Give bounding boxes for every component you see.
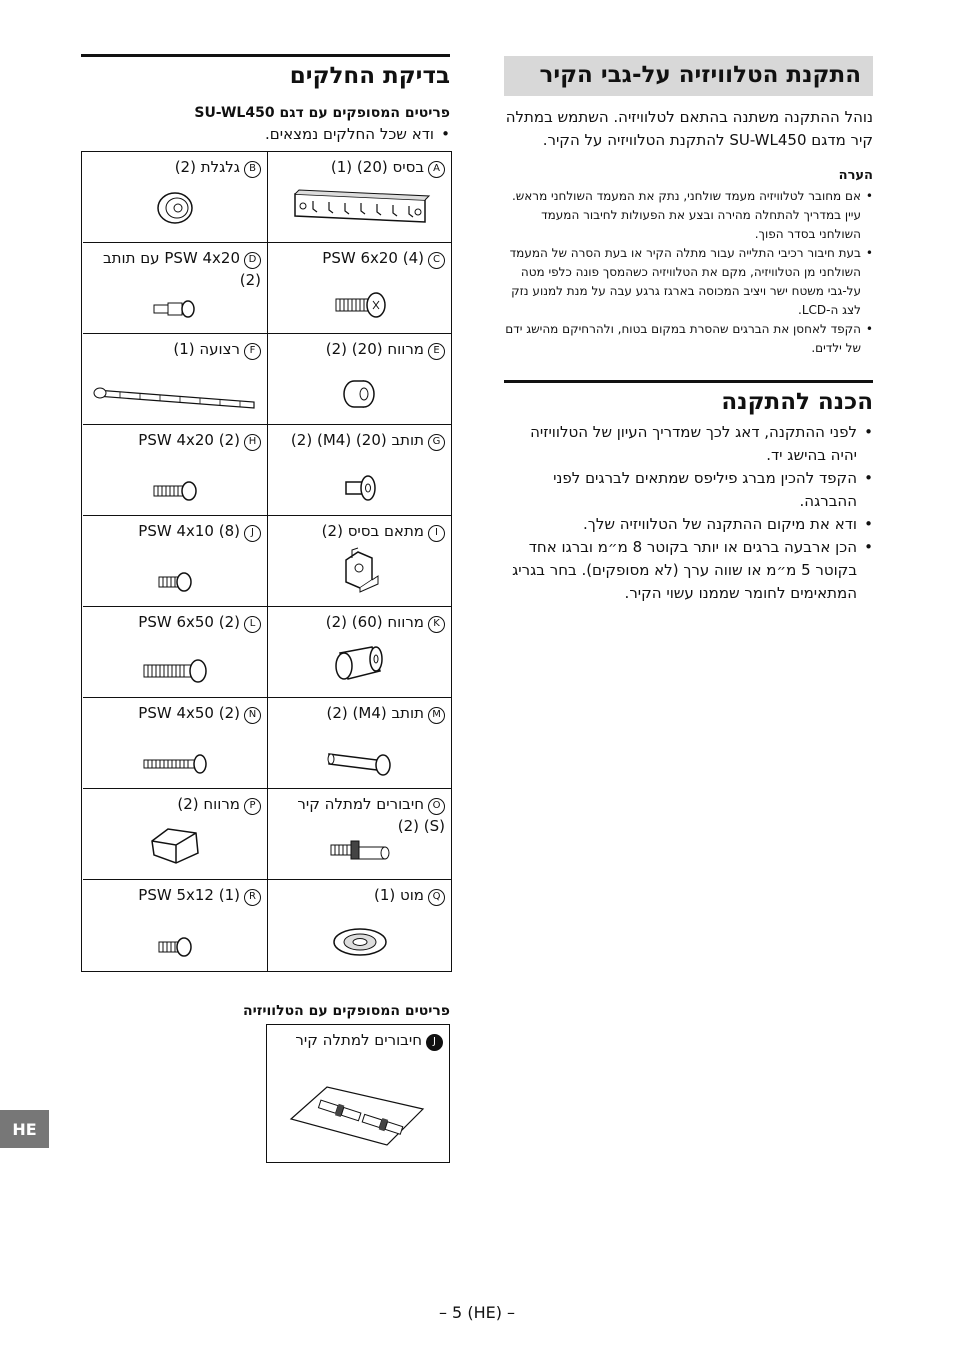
- check-title: בדיקת החלקים: [289, 63, 450, 89]
- part-letter: O: [428, 798, 445, 815]
- supplied-label: פריטים המסופקים עם דגם SU-WL450: [194, 105, 450, 121]
- long-screw-icon: [140, 657, 210, 685]
- long-spacer-icon: [330, 641, 390, 685]
- part-label: מוט (1): [373, 886, 424, 904]
- parts-table: [81, 151, 452, 972]
- prep-item: • ודא את מיקום ההתקנה של הטלוויזיה שלך.: [504, 513, 873, 536]
- part-label: מרווח (20) (2): [325, 340, 424, 358]
- prep-title: הכנה להתקנה: [721, 389, 873, 415]
- strap-icon: [90, 382, 260, 412]
- base-bracket-icon: [285, 186, 435, 230]
- part-cell: [83, 516, 267, 607]
- part-cell: [83, 880, 267, 971]
- part-letter: E: [428, 343, 445, 360]
- mount-connector-icon: [325, 837, 395, 867]
- notes-list: [504, 187, 873, 358]
- note-item: • אם מחובר לטלוויזיה מעמד שולחני, נתק את המעמד השולחני מראש. עיין במדריך להתחלה מהירה ובצע את הפעולות לחיבור המעמד השולחני בסדר הפוך.: [504, 187, 873, 244]
- part-letter: L: [244, 616, 261, 633]
- part-letter: B: [244, 161, 261, 178]
- part-label: בסיס (20) (1): [330, 158, 424, 176]
- part-cell: [83, 789, 267, 880]
- washer-icon: [330, 925, 390, 959]
- install-title: התקנת הטלוויזיה על-גבי הקיר: [504, 56, 873, 96]
- divider: [504, 380, 873, 383]
- part-label: PSW 4x20 עם תותב (2): [102, 249, 261, 289]
- short-screw-icon: [155, 570, 195, 594]
- part-cell: [83, 152, 267, 243]
- part-label: תותב (M4) (2): [326, 704, 424, 722]
- part-label: מתאם בסיס (2): [321, 522, 424, 540]
- block-spacer-icon: [148, 823, 202, 867]
- note-item: • הקפד לאחסן את הברגים שהסרת במקום בטוח, ולהרחיקם מהישג ידם של ילדים.: [504, 320, 873, 358]
- tv-part-cell: [266, 1024, 450, 1163]
- check-section: [81, 54, 450, 145]
- part-cell: [267, 789, 451, 880]
- part-label: חיבורים למתלה קיר: [295, 1031, 422, 1049]
- part-cell: [267, 243, 451, 334]
- page-number: – 5 (HE) –: [438, 1303, 516, 1322]
- note-item: • בעת חיבור רכיבי התלייה עבור מתלה הקיר או בעת הסרה של המעמד השולחני מן הטלוויזיה, מקם את הטלוויזיה כשהמסך פונה כלפי מטה על-גבי משטח ישר ויציב המכוסה בארגז גרגע עבה על מנת למנוע נזק לצג ה-LCD.: [504, 244, 873, 320]
- part-cell: [267, 152, 451, 243]
- part-letter: N: [244, 707, 261, 724]
- prep-item: • הכן ארבעה ברגים או יותר בקוטר 8 מ״מ וברגו אחד בקוטר 5 מ״מ או שווה ערך (לא מסופקים). בחר בגריג המתאימים לחומר שממנו עשוי הקיר.: [504, 536, 873, 605]
- part-letter: D: [244, 252, 261, 269]
- part-letter: I: [428, 525, 445, 542]
- prep-list: [504, 421, 873, 605]
- part-letter: J: [244, 525, 261, 542]
- part-label: PSW 4x20 (2): [138, 431, 240, 449]
- prep-item: • הקפד להכין מברג פיליפס שמתאים לברגים לפני ההברגה.: [504, 467, 873, 513]
- part-letter: A: [428, 161, 445, 178]
- part-cell: [267, 334, 451, 425]
- part-letter: R: [244, 889, 261, 906]
- part-letter: H: [244, 434, 261, 451]
- part-cell: [83, 698, 267, 789]
- part-letter: M: [428, 707, 445, 724]
- install-intro: נוהל ההתקנה משתנה בהתאם לטלוויזיה. השתמש במתלה קיר מדגם SU-WL450 להתקנת הטלוויזיה על הקיר.: [505, 108, 873, 149]
- part-label: חיבורים למתלה קיר (S) (2): [297, 795, 445, 835]
- part-label: PSW 6x20 (4): [322, 249, 424, 267]
- bagged-connectors-icon: [287, 1079, 427, 1151]
- part-label: גלגלת (2): [174, 158, 240, 176]
- long-sleeve-icon: [325, 746, 395, 776]
- part-cell: [267, 607, 451, 698]
- part-letter: J: [426, 1034, 443, 1051]
- prep-item: • לפני ההתקנה, דאג לכך שמדריך העיון של הטלוויזיה יהיה בהישג יד.: [504, 421, 873, 467]
- tv-supplied-label: פריטים המסופקים עם הטלוויזיה: [243, 1003, 450, 1019]
- part-letter: Q: [428, 889, 445, 906]
- screw-icon: [330, 289, 390, 321]
- language-tab: HE: [0, 1110, 49, 1148]
- part-cell: [83, 243, 267, 334]
- part-cell: [267, 880, 451, 971]
- part-label: רצועה (1): [173, 340, 240, 358]
- part-label: מרווח (60) (2): [325, 613, 424, 631]
- note-label: הערה: [838, 168, 873, 183]
- part-cell: [267, 425, 451, 516]
- part-cell: [83, 607, 267, 698]
- long-thin-screw-icon: [140, 752, 210, 776]
- spacer-icon: [342, 376, 378, 412]
- ensure-text: • ודא שכל החלקים נמצאים.: [81, 123, 450, 145]
- part-label: מרווח (2): [177, 795, 240, 813]
- part-cell: [267, 698, 451, 789]
- part-label: PSW 4x50 (2): [138, 704, 240, 722]
- part-label: PSW 4x10 (8): [138, 522, 240, 540]
- install-section: [504, 56, 873, 605]
- part-letter: C: [428, 252, 445, 269]
- screw-icon: [150, 479, 200, 503]
- screw-with-sleeve-icon: [150, 297, 200, 321]
- part-label: PSW 5x12 (1): [138, 886, 240, 904]
- base-adapter-icon: [338, 546, 382, 594]
- part-letter: P: [244, 798, 261, 815]
- part-cell: [83, 425, 267, 516]
- part-letter: G: [428, 434, 445, 451]
- pulley-icon: [153, 186, 197, 230]
- short-screw-icon: [155, 935, 195, 959]
- part-label: PSW 6x50 (2): [138, 613, 240, 631]
- part-cell: [267, 516, 451, 607]
- part-label: תותב (20) (M4) (2): [290, 431, 424, 449]
- part-cell: [83, 334, 267, 425]
- sleeve-icon: [340, 473, 380, 503]
- divider: [81, 54, 450, 57]
- part-letter: F: [244, 343, 261, 360]
- part-letter: K: [428, 616, 445, 633]
